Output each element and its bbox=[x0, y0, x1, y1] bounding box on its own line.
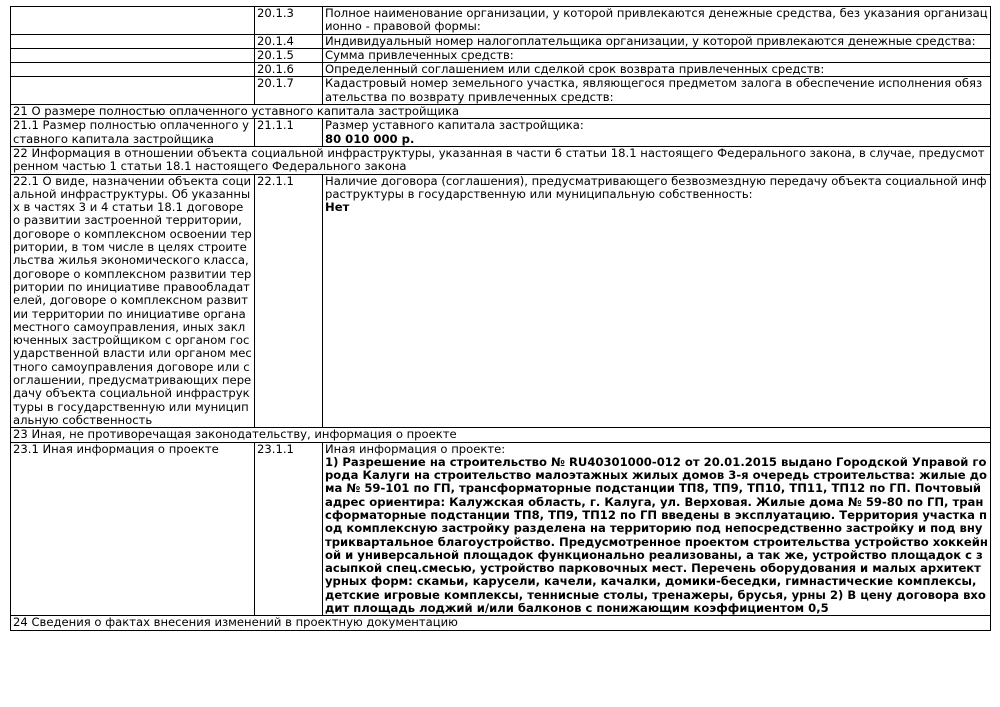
section-heading: 21 О размере полностью оплаченного уставного капитала застройщика bbox=[11, 105, 991, 119]
row-22-1-1 bbox=[11, 174, 991, 428]
row-code: 20.1.5 bbox=[255, 48, 323, 62]
section-24-heading-row bbox=[11, 616, 991, 630]
row-code: 20.1.6 bbox=[255, 63, 323, 77]
section-heading: 23 Иная, не противоречащая законодательству, информация о проекте bbox=[11, 428, 991, 442]
row-empty-cell bbox=[11, 77, 255, 105]
section-22-heading-row bbox=[11, 146, 991, 174]
row-20-1-7 bbox=[11, 77, 991, 105]
subsection-title: 22.1 О виде, назначении объекта социальной инфраструктуры. Об указанных в частях 3 и 4 статьи 18.1 договоре о развитии застроенной территории, договоре о комплексном освоении территории, в том числе в целях строительства жилья экономического класса, договоре о комплексном развитии территории по инициативе правообладателей, договоре о комплексном развитии территории по инициативе органа местного самоуправления, иных заключенных застройщиком с органом государственной власти или органом местного самоуправления договоре или соглашении, предусматривающих передачу объекта социальной инфраструктуры в государственную или муниципальную собственность bbox=[11, 174, 255, 428]
row-code: 20.1.3 bbox=[255, 7, 323, 35]
row-code: 23.1.1 bbox=[255, 442, 323, 616]
section-heading: 24 Сведения о фактах внесения изменений в проектную документацию bbox=[11, 616, 991, 630]
subsection-title: 21.1 Размер полностью оплаченного уставного капитала застройщика bbox=[11, 119, 255, 147]
row-code: 21.1.1 bbox=[255, 119, 323, 147]
row-empty-cell bbox=[11, 7, 255, 35]
section-heading: 22 Информация в отношении объекта социальной инфраструктуры, указанная в части 6 статьи 18.1 настоящего Федерального закона, в случае, предусмотренном частью 1 статьи 18.1 настоящего Федерального закона bbox=[11, 146, 991, 174]
row-20-1-5 bbox=[11, 48, 991, 62]
row-23-1-1 bbox=[11, 442, 991, 616]
field-label: Наличие договора (соглашения), предусматривающего безвозмездную передачу объекта социальной инфраструктуры в государственную или муниципальную собственность: bbox=[325, 173, 987, 201]
row-empty-cell bbox=[11, 48, 255, 62]
row-20-1-4 bbox=[11, 34, 991, 48]
row-21-1-1 bbox=[11, 119, 991, 147]
row-text: Полное наименование организации, у которой привлекаются денежные средства, без указания организационно - правовой формы: bbox=[323, 7, 991, 35]
row-empty-cell bbox=[11, 34, 255, 48]
row-text bbox=[323, 174, 991, 428]
subsection-title: 23.1 Иная информация о проекте bbox=[11, 442, 255, 616]
field-value: Нет bbox=[325, 200, 350, 215]
field-value: 80 010 000 р. bbox=[325, 131, 415, 146]
row-text: Определенный соглашением или сделкой срок возврата привлеченных средств: bbox=[323, 63, 991, 77]
section-21-heading-row bbox=[11, 105, 991, 119]
row-text bbox=[323, 442, 991, 616]
row-code: 20.1.4 bbox=[255, 34, 323, 48]
row-text: Сумма привлеченных средств: bbox=[323, 48, 991, 62]
row-text: Индивидуальный номер налогоплательщика организации, у которой привлекаются денежные средства: bbox=[323, 34, 991, 48]
field-label: Размер уставного капитала застройщика: bbox=[325, 118, 584, 133]
field-label: Иная информация о проекте: bbox=[325, 441, 506, 456]
row-code: 20.1.7 bbox=[255, 77, 323, 105]
row-code: 22.1.1 bbox=[255, 174, 323, 428]
row-20-1-6 bbox=[11, 63, 991, 77]
row-text bbox=[323, 119, 991, 147]
row-empty-cell bbox=[11, 63, 255, 77]
document-table bbox=[10, 6, 991, 631]
row-20-1-3 bbox=[11, 7, 991, 35]
field-value: 1) Разрешение на строительство № RU40301000-012 от 20.01.2015 выдано Городской Управой города Калуги на строительство малоэтажных жилых домов 3-я очередь строительства: жилые дома № 59-101 по ГП, трансформаторные подстанции ТП8, ТП9, ТП10, ТП11, ТП12 по ГП. Почтовый адрес ориентира: Калужская область, г. Калуга, ул. Верховая. Жилые дома № 59-80 по ГП, трансформаторные подстанции ТП8, ТП9, ТП12 по ГП введены в эксплуатацию. Территория участка под комплексную застройку разделена на территорию под непосредственно застройку и под внутриквартальное благоустройство. Предусмотренное проектом строительства устройство хоккейной и универсальной площадок функционально реализованы, а так же, устройство площадок с засыпкой спец.смесью, устройство парковочных мест. Перечень оборудования и малых архитектурных форм: скамьи, карусели, качели, качалки, домики-беседки, гимнастические комплексы, детские игровые комплексы, теннисные столы, тренажеры, брусья, урны 2) В цену договора входит площадь лоджий и/или балконов с понижающим коэффициентом 0,5 bbox=[325, 454, 988, 616]
section-23-heading-row bbox=[11, 428, 991, 442]
row-text: Кадастровый номер земельного участка, являющегося предметом залога в обеспечение исполнения обязательства по возврату привлеченных средств: bbox=[323, 77, 991, 105]
